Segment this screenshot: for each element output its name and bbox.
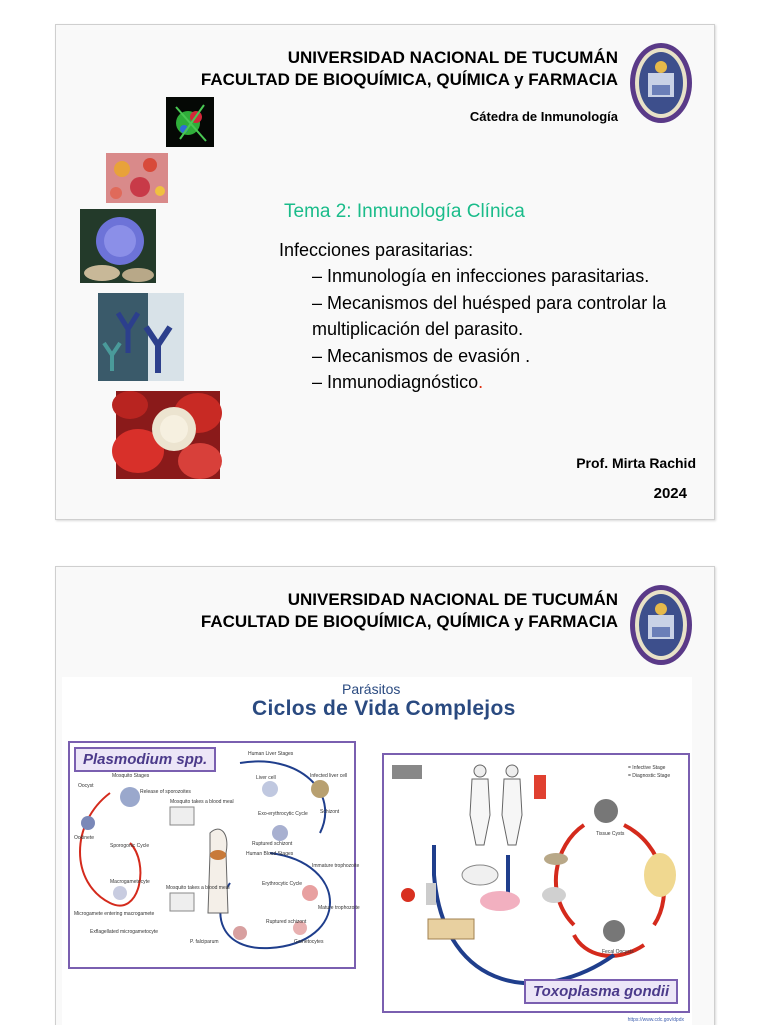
faculty-name: FACULTAD DE BIOQUÍMICA, QUÍMICA y FARMACIA [200, 70, 618, 89]
university-seal-icon [628, 583, 694, 667]
life-cycles-figure [62, 677, 692, 1025]
ruptured-schizont2-label: Ruptured schizont [266, 919, 307, 925]
gametocyte-icon [113, 886, 127, 900]
mosquito-bm-label: Mosquito takes a blood meal [170, 799, 234, 805]
figure-pretitle: Parásitos [342, 681, 401, 697]
antibody-illustration-icon [98, 293, 184, 381]
litter-box-icon [428, 919, 474, 939]
macrogametocyte-label: Macrogametocyte [110, 879, 150, 885]
university-name: UNIVERSIDAD NACIONAL DE TUCUMÁN [287, 590, 618, 609]
slide-2 [55, 566, 715, 1025]
professor-name: Prof. Mirta Rachid [576, 455, 696, 471]
liver-cell-icon [262, 781, 278, 797]
fecal-oocyst-icon [603, 920, 625, 942]
oocyst-label: Oocyst [78, 783, 94, 789]
toxo-legend-infective: = Infective Stage [628, 765, 666, 771]
ery-cycle-label: Erythrocytic Cycle [262, 881, 303, 887]
mosquito-bm2-label: Mosquito takes a blood meal [166, 885, 230, 891]
mosquito-stages-label: Mosquito Stages [112, 773, 150, 779]
toxoplasma-cycle-diagram [384, 755, 688, 1011]
can-icon [426, 883, 436, 905]
blood-stages-label: Human Blood Stages [246, 851, 294, 857]
sporogonic-label: Sporogonic Cycle [110, 843, 150, 849]
gametocytes-label: Gametocytes [294, 939, 324, 945]
topic-bullet-list [312, 263, 712, 396]
sheep-icon [462, 865, 498, 885]
topic-title: Tema 2: Inmunología Clínica [284, 201, 525, 222]
tissue-cyst-icon [392, 765, 422, 779]
catedra-label: Cátedra de Inmunología [469, 109, 618, 124]
year-label: 2024 [653, 485, 687, 502]
slide-1 [55, 24, 715, 520]
mosquito-icon-2 [170, 893, 194, 911]
cat-icon [644, 853, 676, 897]
human-head-icon-2 [506, 765, 518, 777]
liver-cell-label: Liver cell [256, 775, 276, 781]
release-label: Release of sporozoites [140, 789, 191, 795]
micrograph-cell-icon [166, 97, 214, 147]
toxoplasma-cycle-panel [382, 753, 690, 1013]
mouse-icon [542, 887, 566, 903]
toxoplasma-label: Toxoplasma gondii [524, 979, 678, 1004]
bullet-text: – Inmunodiagnóstico [312, 372, 479, 392]
blood-gametocyte-icon [233, 926, 247, 940]
mosquito-cycle-arrow [80, 793, 140, 906]
plasmodium-label: Plasmodium spp. [74, 747, 216, 772]
schizont-label: Schizont [320, 809, 340, 815]
infected-liver-label: Infected liver cell [310, 773, 348, 779]
species-label: P. falciparum [190, 939, 219, 945]
microgamete-label: Microgamete entering macrogamete [74, 911, 155, 917]
cycle-arrow-red-2 [556, 825, 584, 925]
slide-header [201, 589, 618, 633]
human-figure-icon [470, 779, 490, 845]
cycle-arrow-blue [434, 845, 614, 983]
exflagellated-label: Exflagellated microgametocyte [90, 929, 159, 935]
bullet-item [312, 369, 712, 396]
liver-organ-icon [210, 850, 226, 860]
plasmodium-cycle-diagram [70, 743, 360, 967]
oocyst-icon [120, 787, 140, 807]
slide-header [201, 47, 618, 91]
fruit-icon [401, 888, 415, 902]
human-head-icon [474, 765, 486, 777]
figure-credit: https://www.cdc.gov/dpdx [627, 1017, 684, 1023]
human-figure-icon [208, 829, 228, 913]
human-figure-icon-2 [502, 779, 522, 845]
bullet-end-mark: . [478, 372, 484, 392]
pig-icon [480, 891, 520, 911]
infected-liver-cell-icon [311, 780, 329, 798]
mature-label: Mature trophozoite [318, 905, 360, 911]
topic-intro: Infecciones parasitarias: [279, 240, 474, 260]
micrograph-blood-cells-icon [116, 391, 220, 479]
ruptured-schizont-label: Ruptured schizont [252, 841, 293, 847]
university-name: UNIVERSIDAD NACIONAL DE TUCUMÁN [287, 48, 618, 67]
ruptured-schizont-icon [272, 825, 288, 841]
liver-stages-label: Human Liver Stages [248, 751, 294, 757]
faculty-name: FACULTAD DE BIOQUÍMICA, QUÍMICA y FARMACIA [200, 612, 618, 631]
bullet-item: – Mecanismos de evasión . [312, 345, 531, 366]
blood-bag-icon [534, 775, 546, 799]
university-seal-icon [628, 41, 694, 125]
trophozoite-icon [302, 885, 318, 901]
fecal-oocysts-label: Fecal Oocysts [602, 949, 634, 955]
mosquito-icon [170, 807, 194, 825]
exo-cycle-label: Exo-erythrocytic Cycle [258, 811, 308, 817]
immature-label: Immature trophozoite [312, 863, 360, 869]
tissue-cyst-circle-icon [594, 799, 618, 823]
bullet-item: – Inmunología en infecciones parasitarias. [312, 266, 650, 286]
figure-title: Ciclos de Vida Complejos [252, 697, 516, 720]
plasmodium-cycle-panel [68, 741, 360, 969]
bullet-item: – Mecanismos del huésped para controlar la multiplicación del parasito. [312, 292, 667, 339]
bird-icon [544, 853, 568, 865]
toxo-legend-diagnostic: = Diagnostic Stage [628, 773, 671, 779]
ookinete-icon [81, 816, 95, 830]
micrograph-lymphocyte-icon [80, 209, 156, 283]
ookinete-label: Ookinete [74, 835, 95, 841]
micrograph-parasite-icon [106, 153, 168, 203]
tissue-cysts-label: Tissue Cysts [596, 831, 625, 837]
